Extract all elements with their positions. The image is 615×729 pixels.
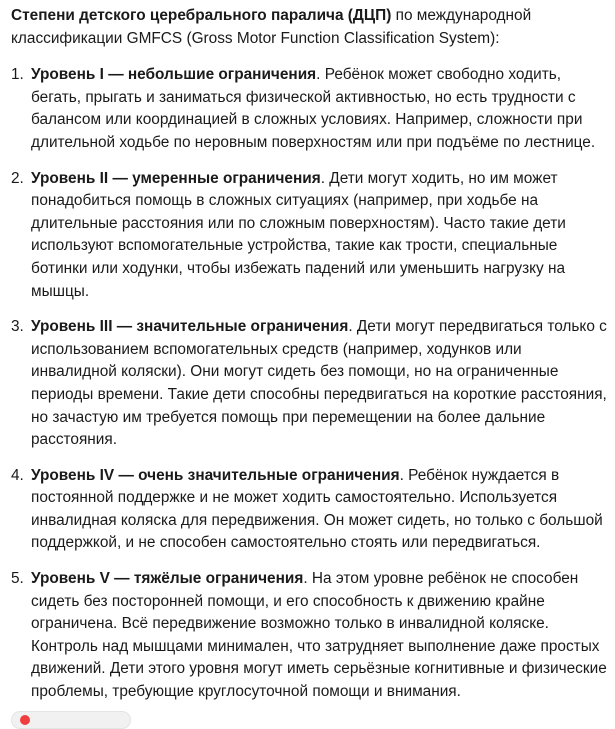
levels-list — [11, 64, 609, 703]
source-chip[interactable] — [11, 711, 131, 729]
level-text: . На этом уровне ребёнок не способен сидеть без посторонней помощи, и его способность к движению крайне ограничена. Всё передвижение возможно только в инвалидной коляске. Контроль над мышцами минимален, что затрудняет выполнение даже простых движений. Дети этого уровня могут иметь серьёзные когнитивные и физические проблемы, требующие круглосуточной помощи и внимания. — [31, 570, 607, 701]
level-item — [11, 568, 609, 704]
level-number: 1. — [11, 66, 24, 84]
level-text: . Ребёнок может свободно ходить, бегать, прыгать и заниматься физической активностью, но есть трудности с балансом или координацией в сложных условиях. Например, сложности при длительной ходьбе по неровным поверхностям или при подъёме по лестнице. — [31, 66, 596, 151]
level-title: Уровень II — умеренные ограничения — [31, 169, 321, 187]
level-title: Уровень I — небольшие ограничения — [31, 66, 317, 84]
level-item — [11, 465, 609, 555]
level-title: Уровень V — тяжёлые ограничения — [31, 570, 304, 588]
level-title: Уровень IV — очень значительные ограничения — [31, 466, 400, 484]
level-item — [11, 64, 609, 154]
intro-title: Степени детского церебрального паралича (ДЦП) — [11, 7, 392, 24]
level-item — [11, 168, 609, 304]
level-text: . Ребёнок нуждается в постоянной поддержке и не может ходить самостоятельно. Используется инвалидная коляска для передвижения. Он может сидеть, но только с большой поддержкой, и не способен самостоятельно стоять или передвигаться. — [31, 466, 603, 552]
level-number: 3. — [11, 318, 24, 336]
level-text: . Дети могут передвигаться только с использованием вспомогательных средств (например, ходунков или инвалидной коляски). Они могут сидеть без помощи, но на ограниченные периоды времени. Такие дети способны передвигаться на короткие расстояния, но зачастую им требуется помощь при перемещении на более дальние расстояния. — [31, 318, 607, 449]
intro-paragraph — [11, 5, 609, 50]
intro-text: по международной классификации GMFCS (Gross Motor Function Classification System): — [11, 7, 532, 47]
level-number: 2. — [11, 169, 24, 187]
source-logo-icon — [20, 715, 30, 725]
level-number: 5. — [11, 570, 24, 588]
level-item — [11, 316, 609, 452]
level-number: 4. — [11, 466, 24, 484]
level-text: . Дети могут ходить, но им может понадобиться помощь в сложных ситуациях (например, при ходьбе на длительные расстояния или по сложным поверхностям). Часто такие дети используют вспомогательные устройства, такие как трости, специальные ботинки или ходунки, чтобы избежать падений или уменьшить нагрузку на мышцы. — [31, 169, 566, 300]
level-title: Уровень III — значительные ограничения — [31, 318, 349, 336]
